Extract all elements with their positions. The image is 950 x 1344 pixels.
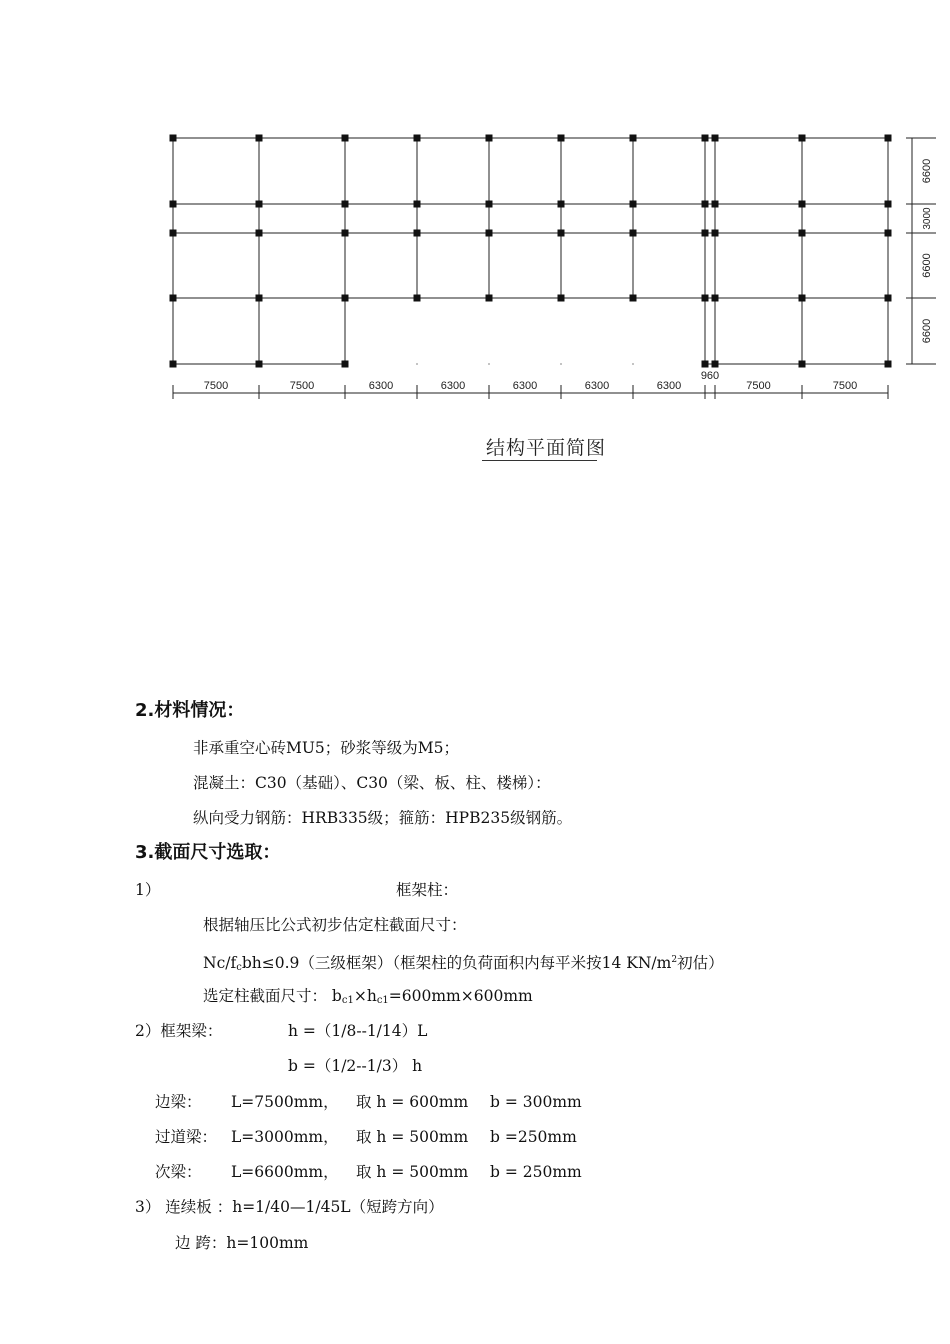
column-node — [414, 135, 421, 142]
column-node — [702, 230, 709, 237]
column-node — [414, 201, 421, 208]
materials-heading: 2.材料情况： — [135, 700, 245, 721]
column-node — [885, 135, 892, 142]
item1-title: 框架柱： — [396, 881, 459, 899]
dimension-lines — [173, 138, 936, 399]
caption-underline — [482, 460, 597, 461]
item3-edge-span: 边 跨：h=100mm — [175, 1234, 309, 1252]
materials-line-2: 混凝土：C30（基础）、C30（梁、板、柱、楼梯）： — [193, 774, 551, 792]
beam-secondary-span: L=6600mm， — [231, 1163, 339, 1181]
bottom-dim-label: 960 — [700, 370, 720, 382]
faint-mark — [561, 364, 562, 365]
bottom-dim-label: 6300 — [512, 380, 538, 392]
column-node — [799, 230, 806, 237]
column-node — [712, 295, 719, 302]
beam-corridor-span: L=3000mm， — [231, 1128, 339, 1146]
column-node — [170, 201, 177, 208]
column-node — [170, 295, 177, 302]
bottom-dim-label: 6300 — [368, 380, 394, 392]
column-node — [342, 201, 349, 208]
column-node — [885, 295, 892, 302]
grid-lines — [173, 138, 888, 364]
column-node — [256, 135, 263, 142]
beam-secondary-h: 取 h = 500mm — [356, 1163, 469, 1181]
beam-corridor-b: b =250mm — [490, 1128, 577, 1146]
column-node — [712, 135, 719, 142]
bottom-dim-label: 7500 — [289, 380, 315, 392]
column-node — [885, 361, 892, 368]
column-node — [486, 201, 493, 208]
column-node — [702, 135, 709, 142]
beam-edge-name: 边梁： — [155, 1093, 202, 1111]
item1-number: 1） — [135, 881, 161, 899]
beam-corridor-h: 取 h = 500mm — [356, 1128, 469, 1146]
column-node — [799, 135, 806, 142]
beam-edge-span: L=7500mm， — [231, 1093, 339, 1111]
faint-mark — [489, 364, 490, 365]
column-node — [712, 361, 719, 368]
column-node — [256, 230, 263, 237]
beam-corridor-name: 过道梁： — [155, 1128, 218, 1146]
column-node — [630, 201, 637, 208]
right-dim-label: 6600 — [921, 253, 933, 278]
column-node — [486, 295, 493, 302]
item3-slab: 3） 连续板 ：h=1/40—1/45L（短跨方向） — [135, 1198, 444, 1216]
column-node — [885, 230, 892, 237]
column-node — [630, 230, 637, 237]
column-node — [486, 135, 493, 142]
column-node — [256, 361, 263, 368]
column-section-size: 选定柱截面尺寸： $b_{c1}\times h_{c1}=600mm\times 600mm$ — [203, 987, 533, 1006]
column-node — [342, 230, 349, 237]
column-node — [630, 295, 637, 302]
beam-secondary-name: 次梁： — [155, 1163, 202, 1181]
column-node — [712, 230, 719, 237]
right-dim-label: 3000 — [922, 207, 933, 230]
bottom-dim-label: 7500 — [746, 380, 771, 392]
column-node — [414, 295, 421, 302]
column-node — [702, 201, 709, 208]
axial-ratio-formula: $Nc/f_cbh\le 0.9$（三级框架）（框架柱的负荷面积内每平米按14 $KN/m^2$初估） — [203, 954, 724, 973]
column-node — [342, 361, 349, 368]
dimension-labels — [204, 159, 933, 392]
column-node — [558, 295, 565, 302]
structural-plan-diagram — [0, 0, 950, 480]
column-node — [712, 201, 719, 208]
column-node — [799, 361, 806, 368]
beam-edge-b: b = 300mm — [490, 1093, 582, 1111]
column-node — [702, 295, 709, 302]
column-node — [170, 361, 177, 368]
right-dim-label: 6600 — [921, 318, 933, 344]
beam-width-formula: b =（1/2--1/3） h — [288, 1057, 423, 1075]
faint-mark — [633, 364, 634, 365]
column-node — [170, 135, 177, 142]
column-node — [558, 135, 565, 142]
materials-line-3: 纵向受力钢筋：HRB335级；箍筋：HPB235级钢筋。 — [193, 809, 573, 827]
column-node — [170, 230, 177, 237]
column-node — [885, 201, 892, 208]
column-node — [342, 135, 349, 142]
item1-line-1: 根据轴压比公式初步估定柱截面尺寸： — [203, 916, 467, 934]
item2-label: 2）框架梁： — [135, 1022, 223, 1040]
right-dim-label: 6600 — [921, 158, 933, 184]
column-node — [799, 295, 806, 302]
plan-caption: 结构平面简图 — [486, 437, 607, 459]
column-node — [630, 135, 637, 142]
column-node — [799, 201, 806, 208]
beam-secondary-b: b = 250mm — [490, 1163, 582, 1181]
bottom-dim-label: 7500 — [203, 380, 229, 392]
column-node — [702, 361, 709, 368]
beam-height-formula: h =（1/8--1/14）L — [288, 1022, 428, 1040]
column-node — [256, 201, 263, 208]
column-node — [342, 295, 349, 302]
bottom-dim-label: 6300 — [584, 380, 610, 392]
columns — [170, 135, 892, 368]
column-node — [414, 230, 421, 237]
bottom-dim-label: 7500 — [832, 380, 858, 392]
column-node — [486, 230, 493, 237]
bottom-dim-label: 6300 — [440, 380, 466, 392]
materials-line-1: 非承重空心砖MU5；砂浆等级为M5； — [193, 739, 460, 757]
column-node — [558, 201, 565, 208]
bottom-dim-label: 6300 — [656, 380, 682, 392]
column-node — [558, 230, 565, 237]
faint-mark — [417, 364, 418, 365]
column-node — [256, 295, 263, 302]
beam-edge-h: 取 h = 600mm — [356, 1093, 469, 1111]
section-heading: 3.截面尺寸选取： — [135, 842, 281, 863]
